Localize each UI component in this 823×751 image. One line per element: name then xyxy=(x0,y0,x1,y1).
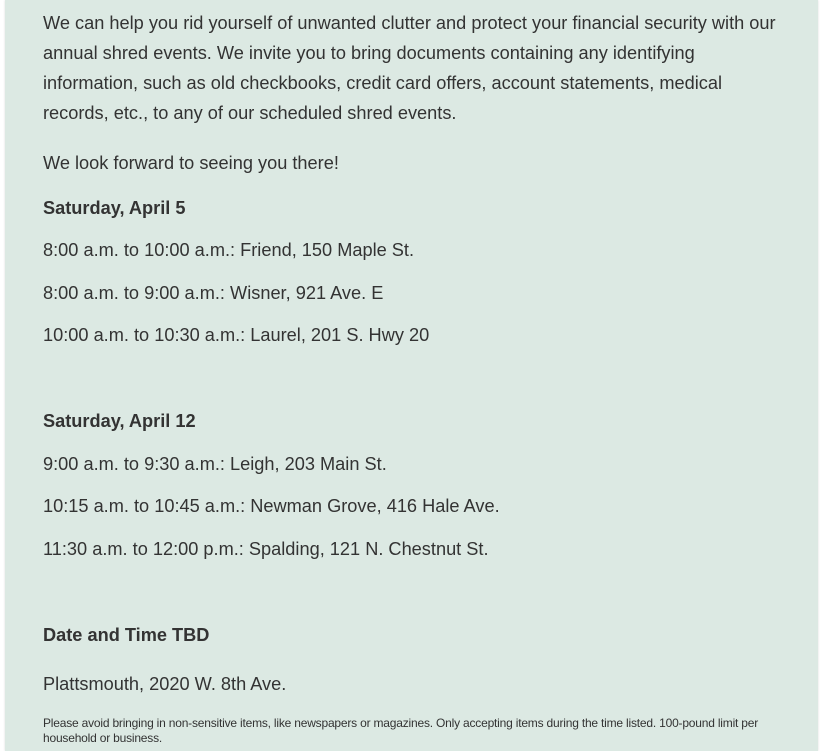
section-heading-april-5: Saturday, April 5 xyxy=(43,198,186,218)
section-heading-april-12: Saturday, April 12 xyxy=(43,411,196,431)
footnote: Please avoid bringing in non-sensitive items, like newspapers or magazines. Only accepting items during the time listed. 100-pound limit per household or business. xyxy=(43,716,759,745)
event-item: 9:00 a.m. to 9:30 a.m.: Leigh, 203 Main St. xyxy=(43,454,387,474)
content-panel xyxy=(5,0,818,751)
event-item: 10:15 a.m. to 10:45 a.m.: Newman Grove, 416 Hale Ave. xyxy=(43,496,500,516)
event-item: 8:00 a.m. to 9:00 a.m.: Wisner, 921 Ave. E xyxy=(43,283,384,303)
intro-paragraph: We can help you rid yourself of unwanted clutter and protect your financial security with our annual shred events. We invite you to bring documents containing any identifying information, such as old checkbooks, credit card offers, account statements, medical records, etc., to any of our scheduled shred events. xyxy=(43,13,776,123)
event-item: 11:30 a.m. to 12:00 p.m.: Spalding, 121 N. Chestnut St. xyxy=(43,539,489,559)
section-heading-tbd: Date and Time TBD xyxy=(43,625,210,645)
event-item: 10:00 a.m. to 10:30 a.m.: Laurel, 201 S. Hwy 20 xyxy=(43,325,430,345)
event-item: 8:00 a.m. to 10:00 a.m.: Friend, 150 Maple St. xyxy=(43,240,415,260)
event-item: Plattsmouth, 2020 W. 8th Ave. xyxy=(43,674,287,694)
tagline: We look forward to seeing you there! xyxy=(43,153,339,173)
